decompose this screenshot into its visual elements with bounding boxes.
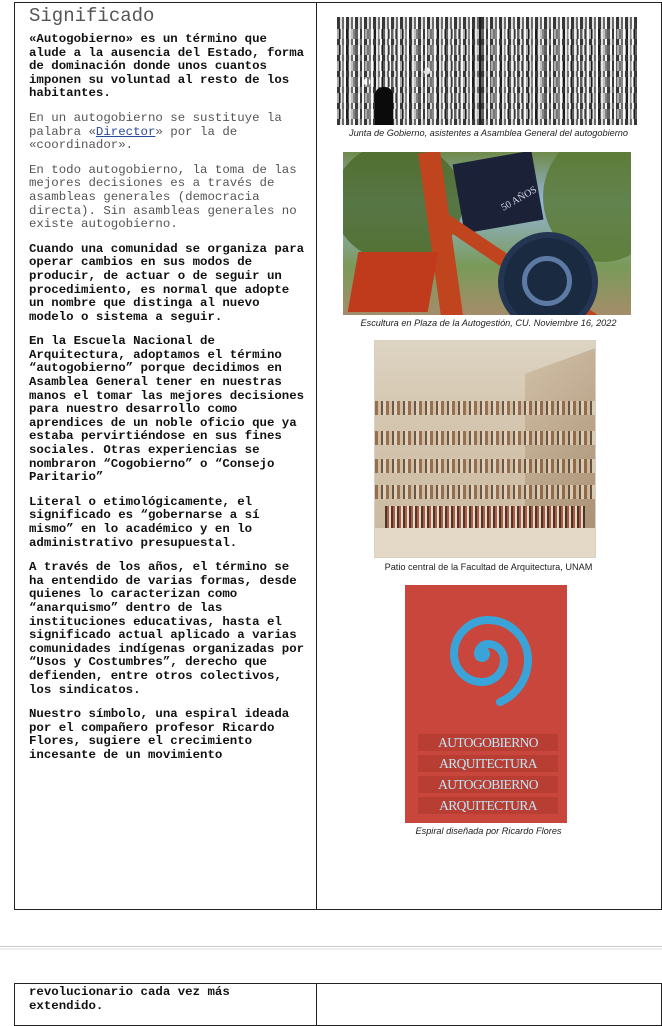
sculpture-photo — [343, 152, 631, 315]
paragraph-5: En la Escuela Nacional de Arquitectura, adoptamos el término “autogobierno” porque decidimos en Asamblea General tener en nuestras manos el tomar las mejores decisiones para nuestro desarrollo como aprendices de un noble oficio que ya estaba pervirtiéndose en sus fines sociales. Otras experiencias se nombraron “Cogobierno” o “Consejo Paritario” — [29, 334, 305, 485]
paragraph-8: Nuestro símbolo, una espiral ideada por el compañero profesor Ricardo Flores, sugiere el crecimiento incesante de un movimiento — [29, 707, 290, 762]
paragraph-2-after: » por la de «coordinador». — [29, 124, 238, 153]
paragraph-3: En todo autogobierno, la toma de las mejores decisiones es a través de asambleas generales (democracia directa). Sin asambleas generales no existe autogobierno. — [29, 162, 297, 232]
sculpture-text: 50 AÑOS — [499, 184, 539, 214]
caption-sculpture: Escultura en Plaza de la Autogestión, CU. Noviembre 16, 2022 — [360, 318, 617, 328]
page-separator — [0, 946, 662, 947]
text-column — [15, 3, 317, 910]
continuation-paragraph: revolucionario cada vez más extendido. — [29, 985, 230, 1013]
poster-band-2: ARQUITECTURA — [417, 754, 559, 773]
caption-spiral: Espiral diseñada por Ricardo Flores — [415, 826, 562, 836]
paragraph-6: Literal o etimológicamente, el significado es “gobernarse a sí mismo” en lo académico y en lo administrativo presupuestal. — [29, 494, 260, 550]
continuation-table — [14, 983, 662, 1026]
caption-assembly: Junta de Gobierno, asistentes a Asamblea General del autogobierno — [348, 128, 629, 138]
spiral-poster — [405, 585, 567, 823]
assembly-photo — [337, 17, 637, 125]
poster-band-4: ARQUITECTURA — [417, 796, 559, 815]
continuation-image-cell — [317, 984, 662, 1026]
paragraph-1: «Autogobierno» es un término que alude a la ausencia del Estado, forma de dominación donde unos cuantos imponen su voluntad al resto de los habitantes. — [29, 32, 305, 101]
courtyard-photo — [374, 340, 596, 558]
section-heading: Significado — [29, 5, 155, 27]
continuation-text-cell — [15, 984, 317, 1026]
paragraph-2 — [15, 112, 316, 153]
poster-band-3: AUTOGOBIERNO — [417, 775, 559, 794]
paragraph-7: A través de los años, el término se ha entendido de varias formas, desde quienes lo caracterizan como “anarquismo” dentro de las instituciones educativas, hasta el significado actual aplicado a varias comunidades indígenas organizadas por “Usos y Costumbres”, derecho que defienden, entre otros colectivos, los sindicatos. — [29, 560, 305, 697]
page-separator-shadow — [0, 948, 662, 950]
poster-band-1: AUTOGOBIERNO — [417, 733, 559, 752]
caption-courtyard: Patio central de la Facultad de Arquitectura, UNAM — [384, 562, 593, 572]
director-link[interactable]: Director — [95, 124, 156, 139]
paragraph-2-before: En un autogobierno se sustituye la palabra « — [29, 110, 282, 139]
spiral-icon — [425, 599, 540, 709]
paragraph-4: Cuando una comunidad se organiza para operar cambios en sus modos de producir, de actuar o de seguir un procedimiento, es normal que adopte un nombre que distinga al nuevo modelo o sistema a seguir. — [29, 241, 305, 324]
